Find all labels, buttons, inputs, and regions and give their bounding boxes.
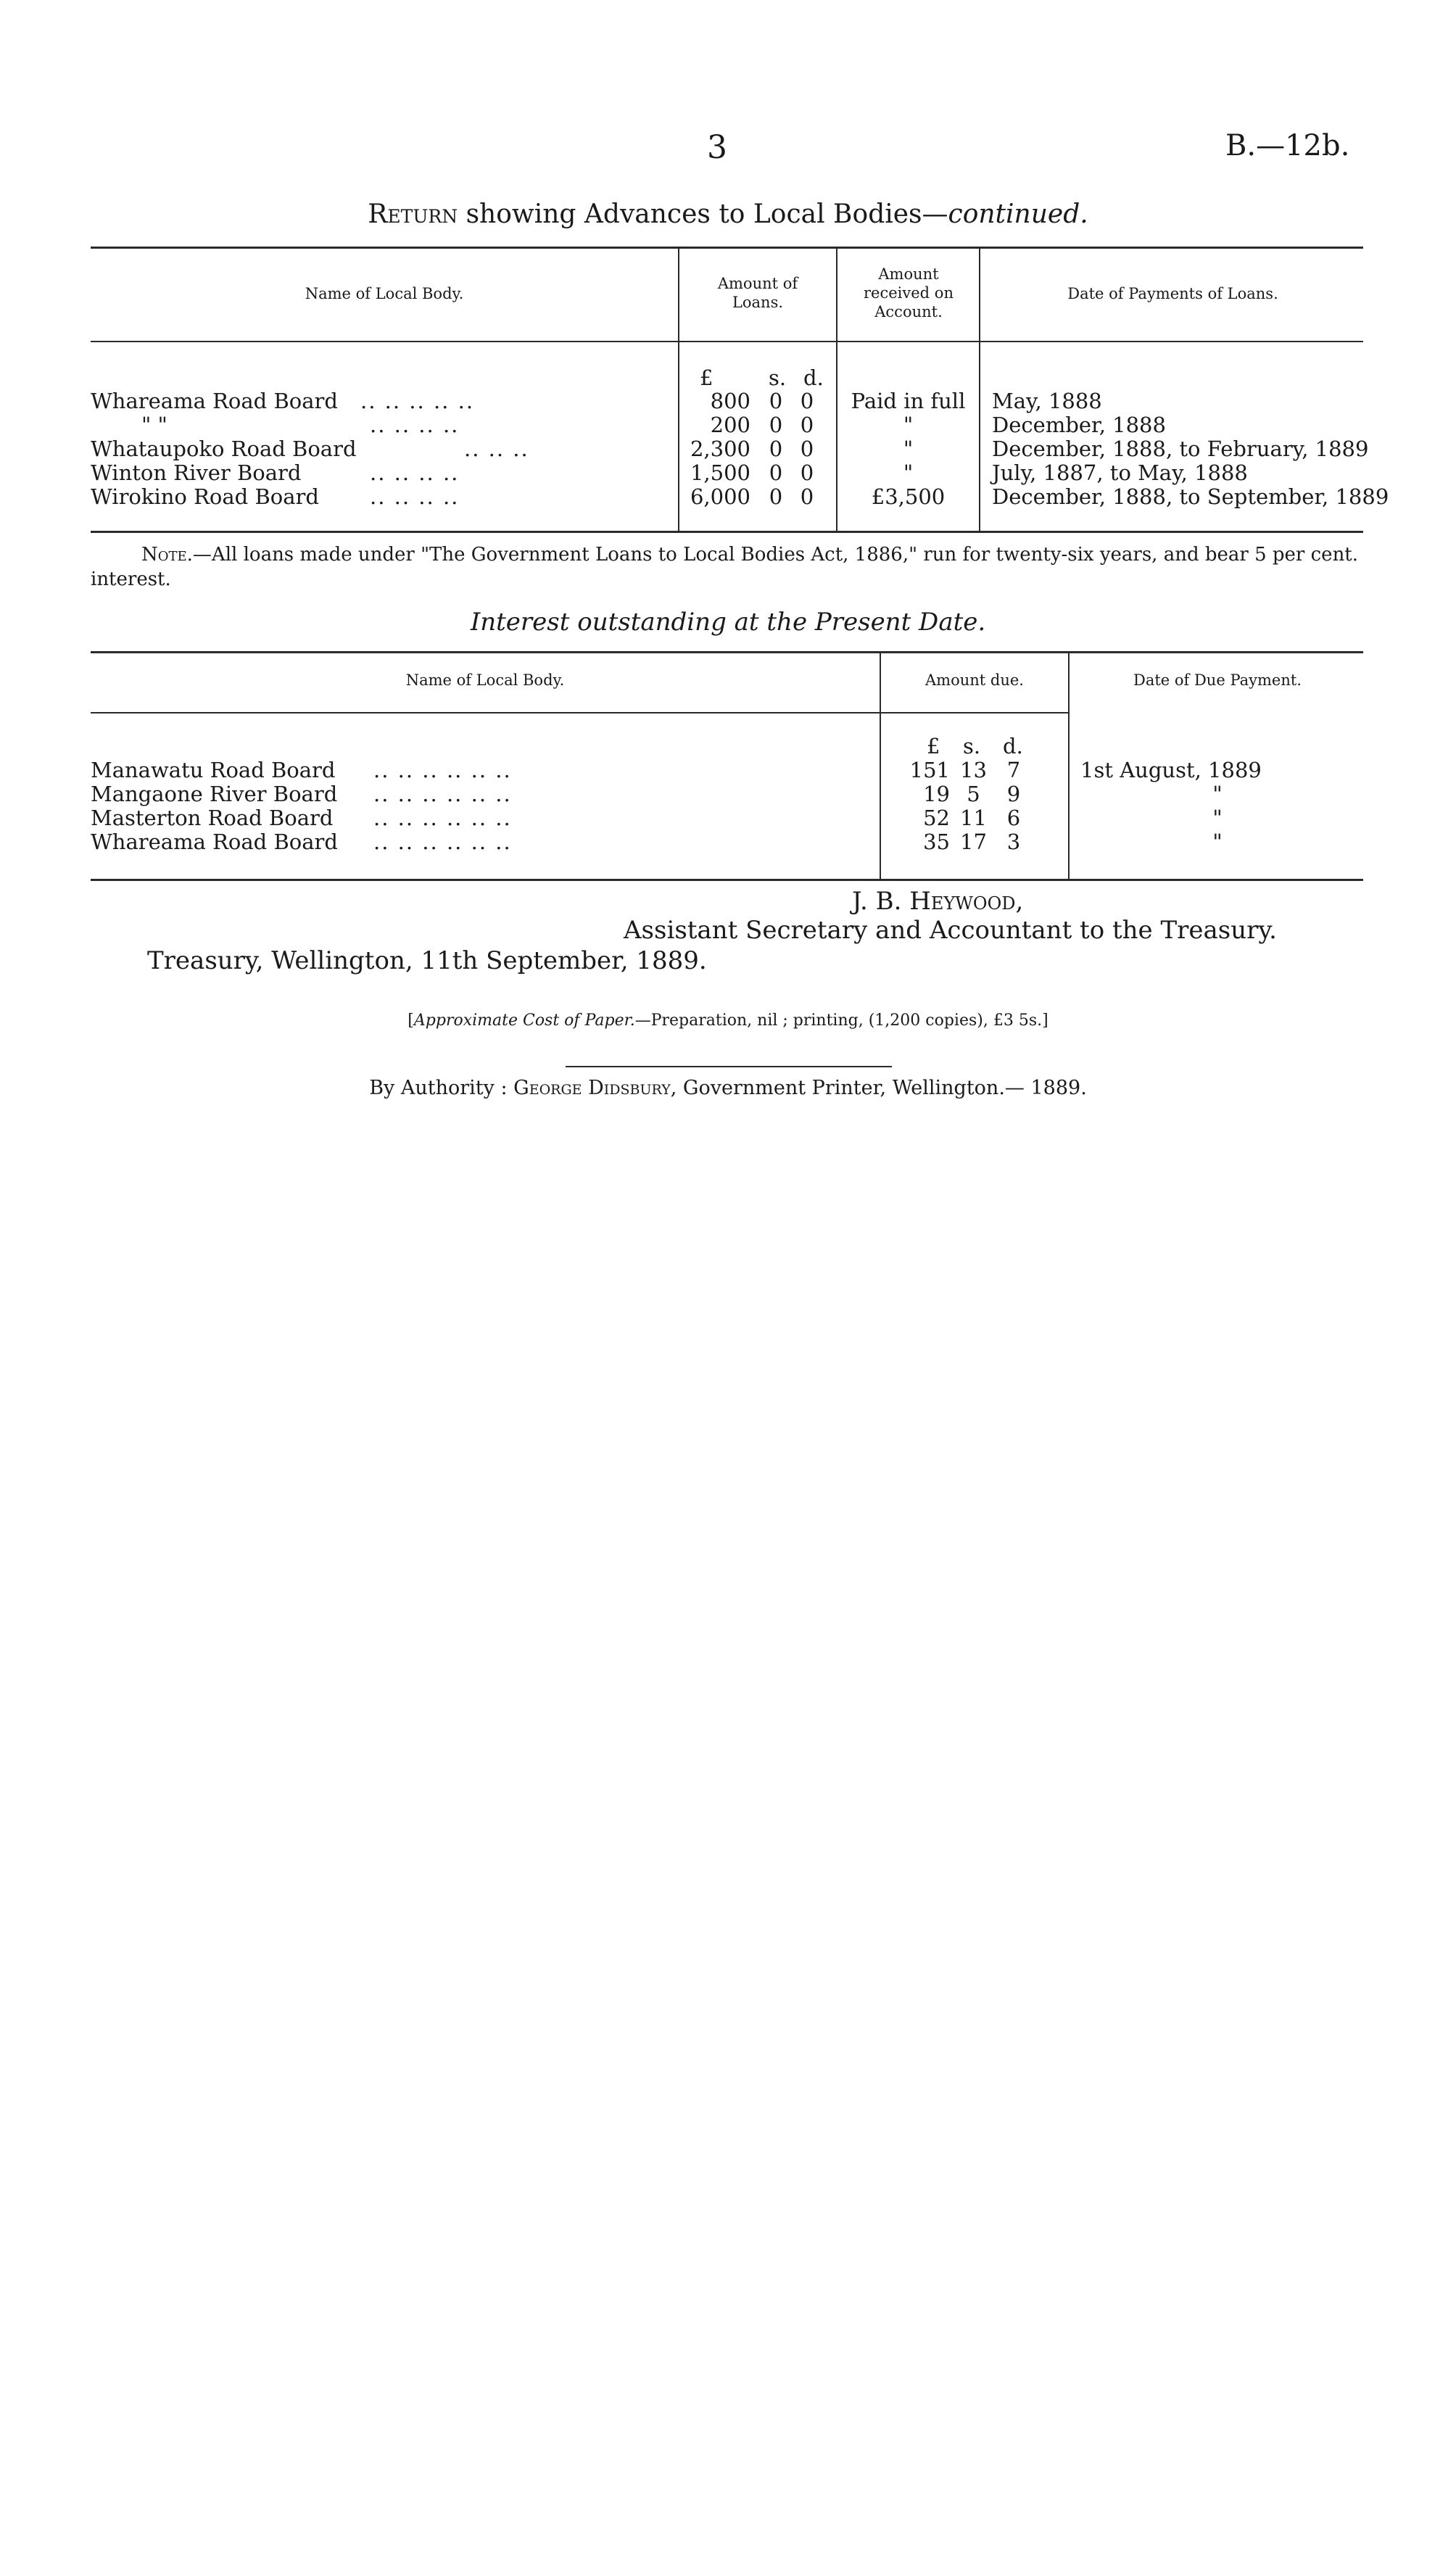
row-dots: .. .. .. .. .. .. — [373, 758, 512, 782]
row-received: " — [903, 460, 914, 485]
imprint-tail: , Government Printer, Wellington.— 1889. — [670, 1077, 1087, 1099]
row-name: Mangaone River Board — [91, 782, 338, 806]
row-shillings: 0 — [769, 413, 783, 437]
cost-bracket-open: [ — [408, 1012, 414, 1030]
table1-bottom-rule — [91, 531, 1363, 533]
row-shillings: 5 — [967, 782, 980, 806]
row-pounds: 6,000 — [690, 484, 750, 509]
row-date: May, 1888 — [992, 389, 1102, 413]
table1-title-tail: continued. — [948, 199, 1088, 229]
table1-unit-shillings: s. — [769, 365, 787, 390]
table2-col-divider-2 — [1068, 653, 1070, 879]
table1-top-rule — [91, 247, 1363, 249]
row-pounds: 19 — [923, 782, 950, 806]
row-date: December, 1888, to February, 1889 — [992, 437, 1369, 461]
cost-bracket-close: ] — [1042, 1012, 1048, 1030]
table2-unit-pence: d. — [1003, 734, 1023, 758]
table2-header-rule — [91, 712, 1070, 713]
row-pence: 6 — [1006, 806, 1021, 830]
table1-unit-pounds: £ — [700, 365, 713, 390]
row-received: £3,500 — [871, 484, 946, 509]
row-pence: 0 — [800, 484, 814, 509]
table2-unit-shillings: s. — [963, 734, 981, 758]
table1-header-amount: Amount of Loans. — [717, 275, 798, 311]
row-shillings: 13 — [960, 758, 987, 782]
row-date: July, 1887, to May, 1888 — [992, 460, 1248, 485]
row-name: " " — [141, 413, 167, 437]
row-dots: .. .. .. .. — [370, 484, 460, 509]
row-pence: 9 — [1006, 782, 1021, 806]
row-date: " — [1212, 806, 1223, 830]
table1-title-mid: showing Advances to Local Bodies— — [466, 199, 948, 229]
row-date: December, 1888, to September, 1889 — [992, 484, 1389, 509]
table2-header-date: Date of Due Payment. — [1133, 671, 1302, 689]
row-received: " — [903, 437, 914, 461]
row-pounds: 52 — [923, 806, 950, 830]
row-shillings: 11 — [960, 806, 987, 830]
table2-header-name: Name of Local Body. — [405, 671, 565, 689]
row-pounds: 1,500 — [690, 460, 750, 485]
row-received: Paid in full — [851, 389, 966, 413]
row-dots: .. .. .. .. .. — [360, 389, 475, 413]
row-received: " — [903, 413, 914, 437]
row-pounds: 35 — [923, 830, 950, 854]
imprint — [0, 1077, 1456, 1099]
row-pounds: 2,300 — [690, 437, 750, 461]
imprint-rule — [566, 1066, 892, 1067]
table1-col-divider-3 — [979, 248, 980, 531]
row-name: Manawatu Road Board — [91, 758, 336, 782]
cost-text: —Preparation, nil ; printing, (1,200 copies), £3 5s. — [634, 1012, 1043, 1030]
row-name: Whareama Road Board — [91, 830, 338, 854]
place-date: Treasury, Wellington, 11th September, 1889. — [147, 946, 707, 975]
note-lead: Note. — [141, 544, 193, 566]
row-date: 1st August, 1889 — [1080, 758, 1262, 782]
row-dots: .. .. .. .. — [370, 413, 460, 437]
row-pounds: 200 — [710, 413, 750, 437]
signatory-name: J. B. Heywood, — [852, 887, 1024, 916]
table2-title: Interest outstanding at the Present Date. — [470, 608, 986, 637]
row-pence: 0 — [800, 413, 814, 437]
table1-header-received: Amount received on Account. — [864, 265, 954, 320]
row-name: Wirokino Road Board — [91, 484, 319, 509]
table2-header-amount: Amount due. — [925, 671, 1024, 689]
row-pence: 0 — [800, 389, 814, 413]
table2-unit-pounds: £ — [927, 734, 940, 758]
row-date: " — [1212, 782, 1223, 806]
row-dots: .. .. .. .. .. .. — [373, 806, 512, 830]
table1-header-dates: Date of Payments of Loans. — [1067, 285, 1278, 302]
row-name: Whareama Road Board — [91, 389, 338, 413]
imprint-printer: George Didsbury — [513, 1077, 671, 1099]
row-pence: 0 — [800, 460, 814, 485]
row-date: " — [1212, 830, 1223, 854]
note-text: —All loans made under "The Government Loans to Local Bodies Act, 1886," run for twenty-six years, and bear 5 per cent. interest. — [91, 544, 1359, 590]
imprint-lead: By Authority : — [369, 1077, 514, 1099]
row-dots: .. .. .. .. .. .. — [373, 830, 512, 854]
cost-note — [0, 1012, 1456, 1030]
row-pence: 0 — [800, 437, 814, 461]
signatory-title: Assistant Secretary and Accountant to the Treasury. — [624, 916, 1277, 945]
row-pence: 3 — [1006, 830, 1021, 854]
row-name: Whataupoko Road Board — [91, 437, 357, 461]
row-pounds: 800 — [710, 389, 750, 413]
table1-header-name: Name of Local Body. — [305, 285, 464, 302]
table2-top-rule — [91, 651, 1363, 653]
row-date: December, 1888 — [992, 413, 1166, 437]
note-paragraph — [91, 542, 1363, 592]
table1-header-rule — [91, 341, 1363, 342]
row-shillings: 17 — [960, 830, 987, 854]
cost-lead: Approximate Cost of Paper. — [413, 1012, 635, 1030]
row-pence: 7 — [1006, 758, 1021, 782]
row-shillings: 0 — [769, 460, 783, 485]
table1-title — [0, 199, 1456, 229]
table1-unit-pence: d. — [803, 365, 824, 390]
page-number: 3 — [707, 129, 727, 166]
row-shillings: 0 — [769, 389, 783, 413]
row-name: Winton River Board — [91, 460, 302, 485]
row-shillings: 0 — [769, 437, 783, 461]
row-shillings: 0 — [769, 484, 783, 509]
row-name: Masterton Road Board — [91, 806, 334, 830]
row-pounds: 151 — [909, 758, 950, 782]
row-dots: .. .. .. — [464, 437, 529, 461]
row-dots: .. .. .. .. .. .. — [373, 782, 512, 806]
table1-title-lead: Return — [368, 199, 458, 229]
document-reference: B.—12b. — [1225, 129, 1350, 162]
table2-bottom-rule — [91, 879, 1363, 881]
row-dots: .. .. .. .. — [370, 460, 460, 485]
